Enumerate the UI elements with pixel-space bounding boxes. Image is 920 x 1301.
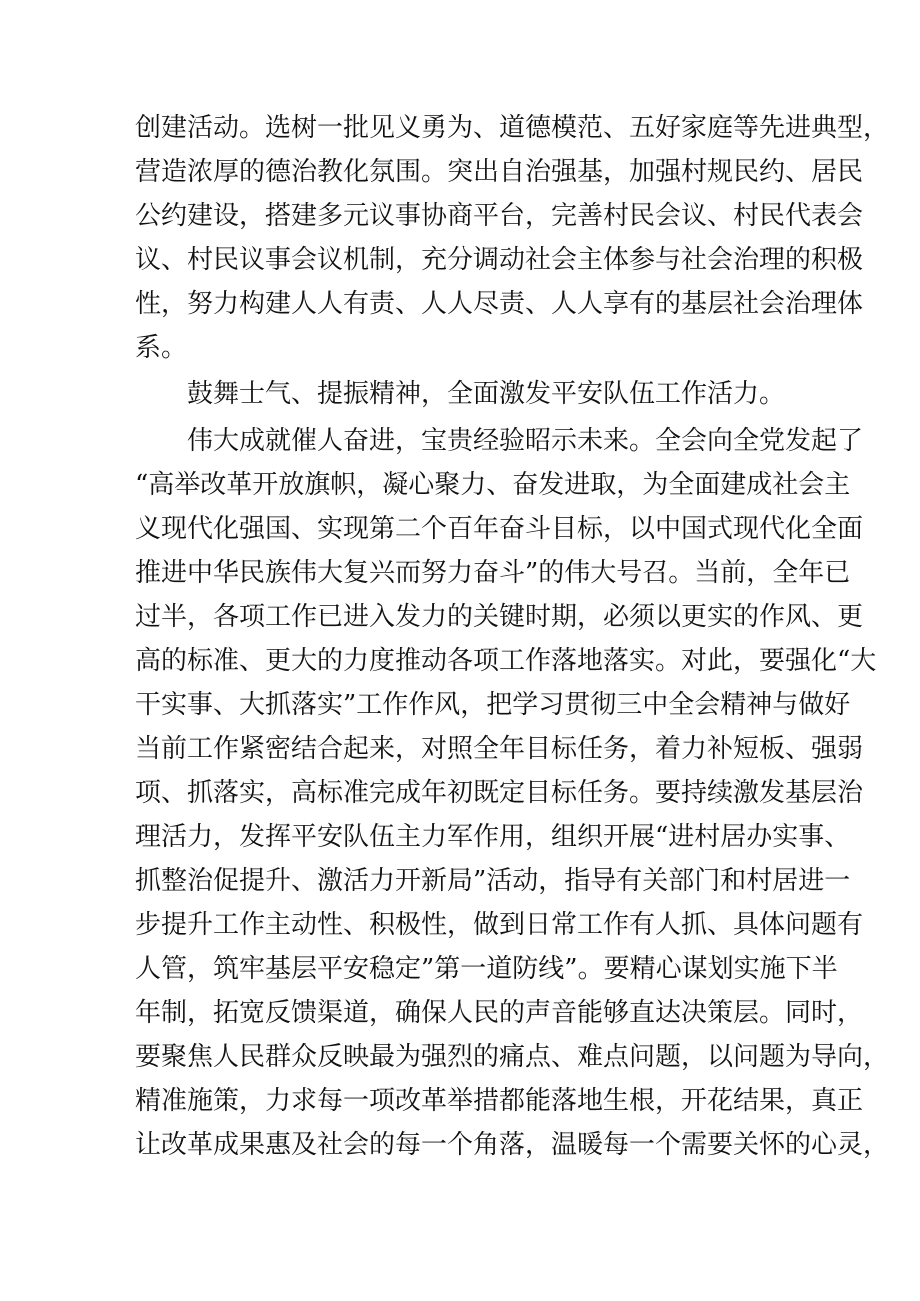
paragraph-3-line-7: 干实事、大抓落实”工作作风，把学习贯彻三中全会精神与做好 (135, 690, 851, 720)
paragraph-3-line-1: 伟大成就催人奋进，宝贵经验昭示未来。全会向全党发起了 (187, 426, 864, 456)
paragraph-3-line-3: 义现代化强国、实现第二个百年奋斗目标，以中国式现代化全面 (135, 514, 864, 544)
section-heading: 鼓舞士气、提振精神，全面激发平安队伍工作活力。 (187, 379, 786, 409)
paragraph-3-line-13: 人管，筑牢基层平安稳定”第一道防线”。要精心谋划实施下半 (135, 954, 838, 984)
paragraph-1-line-6: 系。 (135, 333, 188, 363)
paragraph-3-line-11: 抓整治促提升、激活力开新局”活动，指导有关部门和村居进一 (135, 866, 851, 896)
paragraph-3-line-9: 项、抓落实，高标准完成年初既定目标任务。要持续激发基层治 (135, 778, 864, 808)
paragraph-3-line-6: 高的标准、更大的力度推动各项工作落地落实。对此，要强化“大 (135, 646, 877, 676)
paragraph-3-line-16: 精准施策，力求每一项改革举措都能落地生根，开花结果，真正 (135, 1086, 864, 1116)
paragraph-1-line-2: 营造浓厚的德治教化氛围。突出自治强基，加强村规民约、居民 (135, 157, 864, 187)
paragraph-1-line-3: 公约建设，搭建多元议事协商平台，完善村民会议、村民代表会 (135, 201, 864, 231)
paragraph-3-line-5: 过半，各项工作已进入发力的关键时期，必须以更实的作风、更 (135, 602, 864, 632)
paragraph-3-line-4: 推进中华民族伟大复兴而努力奋斗”的伟大号召。当前，全年已 (135, 558, 851, 588)
paragraph-1-line-1: 创建活动。选树一批见义勇为、道德模范、五好家庭等先进典型， (135, 113, 890, 143)
paragraph-3-line-12: 步提升工作主动性、积极性，做到日常工作有人抓、具体问题有 (135, 910, 864, 940)
paragraph-3-line-8: 当前工作紧密结合起来，对照全年目标任务，着力补短板、强弱 (135, 734, 864, 764)
paragraph-3-line-15: 要聚焦人民群众反映最为强烈的痛点、难点问题，以问题为导向， (135, 1042, 890, 1072)
paragraph-3-line-2: “高举改革开放旗帜，凝心聚力、奋发进取，为全面建成社会主 (135, 470, 851, 500)
paragraph-1-line-4: 议、村民议事会议机制，充分调动社会主体参与社会治理的积极 (135, 245, 864, 275)
paragraph-1-line-5: 性，努力构建人人有责、人人尽责、人人享有的基层社会治理体 (135, 289, 864, 319)
paragraph-3-line-17: 让改革成果惠及社会的每一个角落，温暖每一个需要关怀的心灵， (135, 1130, 890, 1160)
paragraph-3-line-10: 理活力，发挥平安队伍主力军作用，组织开展“进村居办实事、 (135, 822, 851, 852)
paragraph-3-line-14: 年制，拓宽反馈渠道，确保人民的声音能够直达决策层。同时， (135, 998, 864, 1028)
